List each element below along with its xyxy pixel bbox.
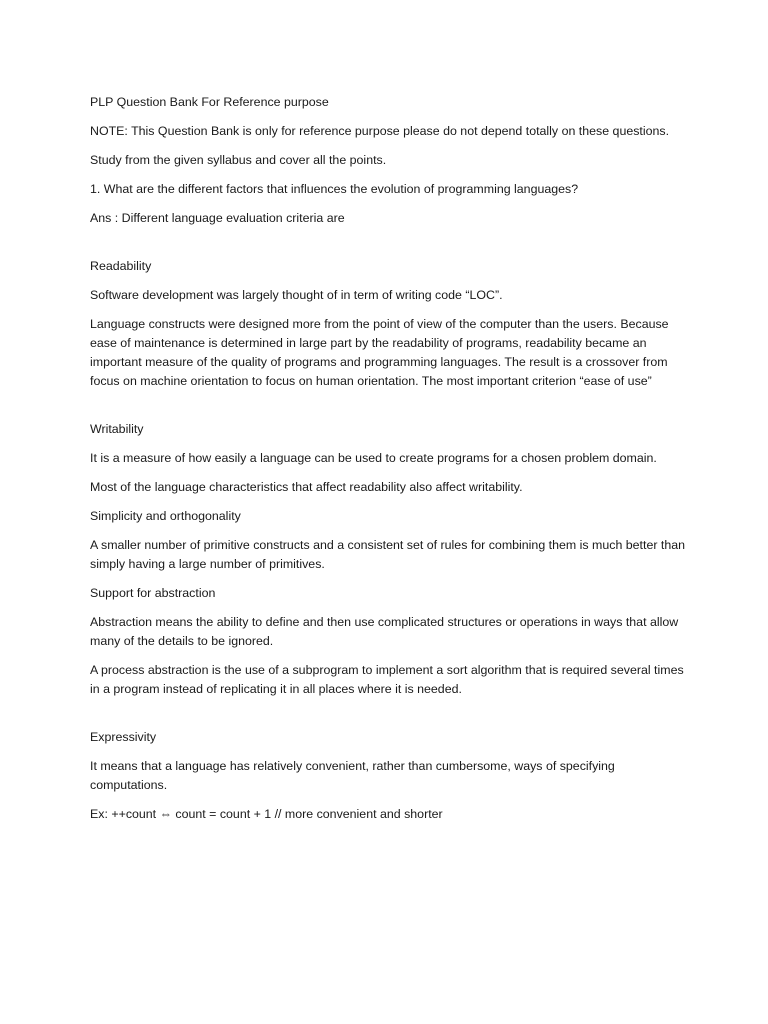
abstraction-heading: Support for abstraction <box>90 586 216 600</box>
note-paragraph: NOTE: This Question Bank is only for reference purpose please do not depend totally on these questions. <box>90 124 670 138</box>
expressivity-example: Ex: ++count ⇔ count = count + 1 // more convenient and shorter <box>90 807 443 821</box>
abstraction-paragraph-2: A process abstraction is the use of a subprogram to implement a sort algorithm that is required several times in a program instead of replicating it in all places where it is needed. <box>90 663 684 696</box>
readability-paragraph-2: Language constructs were designed more from the point of view of the computer than the users. Because ease of maintenance is determined in large part by the readability of programs, readability became an important measure of the quality of programs and programming languages. The result is a crossover from focus on machine orientation to focus on human orientation. The most important criterion “ease of use” <box>90 317 669 388</box>
writability-heading: Writability <box>90 422 144 436</box>
study-instruction: Study from the given syllabus and cover all the points. <box>90 153 387 167</box>
writability-paragraph-1: It is a measure of how easily a language can be used to create programs for a chosen problem domain. <box>90 451 657 465</box>
expressivity-heading: Expressivity <box>90 730 157 744</box>
document-body <box>90 93 690 834</box>
writability-paragraph-2: Most of the language characteristics that affect readability also affect writability. <box>90 480 523 494</box>
expressivity-paragraph: It means that a language has relatively convenient, rather than cumbersome, ways of specifying computations. <box>90 759 615 792</box>
readability-paragraph-1: Software development was largely thought of in term of writing code “LOC”. <box>90 288 503 302</box>
simplicity-heading: Simplicity and orthogonality <box>90 509 241 523</box>
answer-intro: Ans : Different language evaluation criteria are <box>90 211 345 225</box>
simplicity-paragraph: A smaller number of primitive constructs and a consistent set of rules for combining them is much better than simply having a large number of primitives. <box>90 538 686 571</box>
readability-heading: Readability <box>90 259 152 273</box>
document-title: PLP Question Bank For Reference purpose <box>90 95 329 109</box>
question-1: 1. What are the different factors that influences the evolution of programming languages? <box>90 182 579 196</box>
abstraction-paragraph-1: Abstraction means the ability to define and then use complicated structures or operations in ways that allow many of the details to be ignored. <box>90 615 679 648</box>
